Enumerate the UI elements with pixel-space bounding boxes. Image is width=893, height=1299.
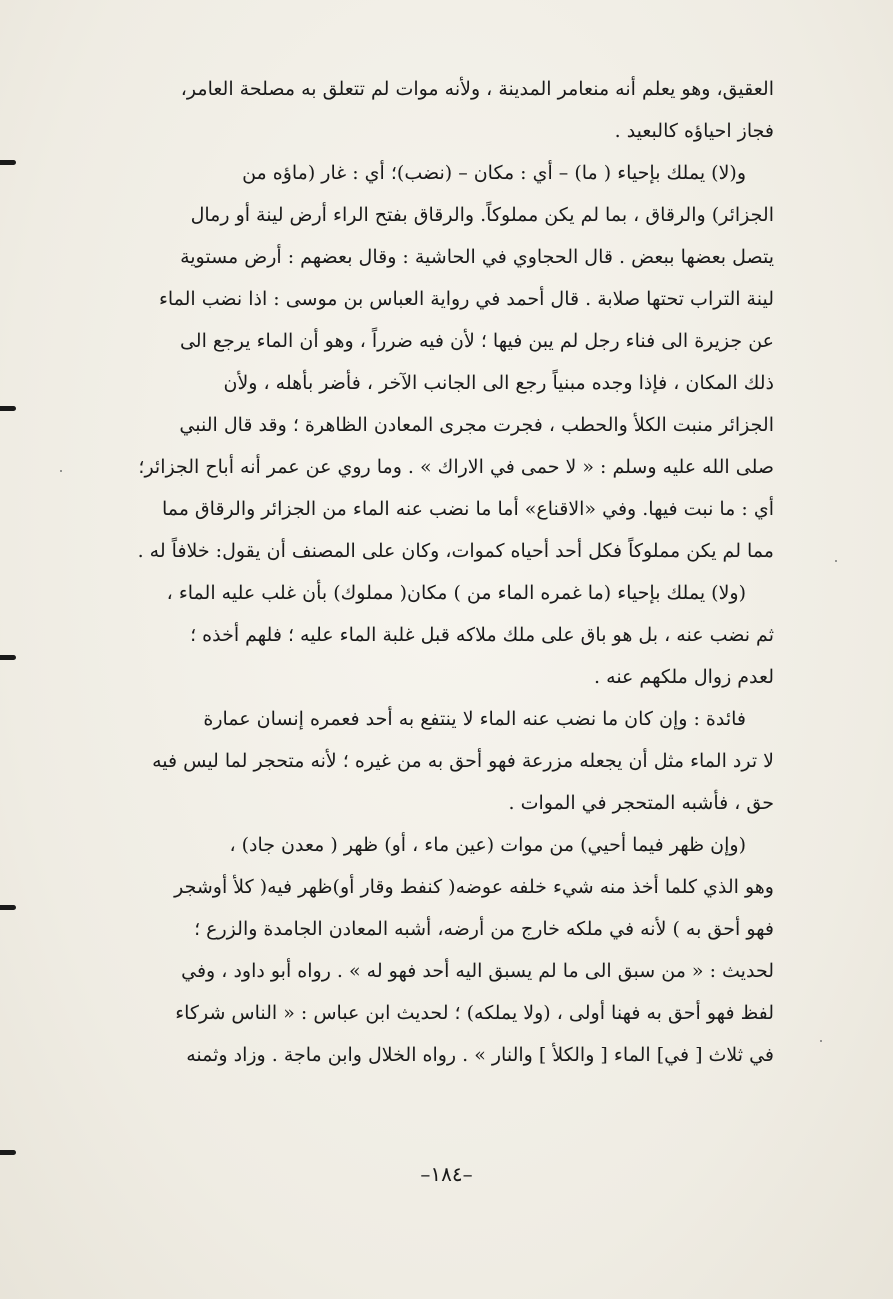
text-line: الجزائر منبت الكلأ والحطب ، فجرت مجرى المعادن الظاهرة ؛ وقد قال النبي (179, 414, 774, 436)
text-line: لا ترد الماء مثل أن يجعله مزرعة فهو أحق به من غيره ؛ لأنه متحجر لما ليس فيه (152, 750, 774, 772)
text-line: الجزائر) والرقاق ، بما لم يكن مملوكاً. والرقاق بفتح الراء أرض لينة أو رمال (190, 204, 774, 226)
text-line: مما لم يكن مملوكاً فكل أحد أحياه كموات، وكان على المصنف أن يقول: خلافاً له . (137, 540, 774, 562)
text-line: فهو أحق به ) لأنه في ملكه خارج من أرضه، أشبه المعادن الجامدة والزرع ؛ (194, 918, 774, 940)
text-line: صلى الله عليه وسلم : « لا حمى في الاراك » . وما روي عن عمر أنه أباح الجزائر؛ (138, 456, 774, 478)
text-line: لينة التراب تحتها صلابة . قال أحمد في رواية العباس بن موسى : اذا نضب الماء (158, 288, 774, 310)
binding-mark (0, 406, 16, 411)
paper-speck (820, 1040, 822, 1042)
text-line: لعدم زوال ملكهم عنه . (594, 666, 774, 688)
binding-mark (0, 160, 16, 165)
paper-speck (835, 560, 837, 562)
text-line: أي : ما نبت فيها. وفي «الاقناع» أما ما نضب عنه الماء من الجزائر والرقاق مما (161, 498, 774, 520)
text-line: فائدة : وإن كان ما نضب عنه الماء لا ينتفع به أحد فعمره إنسان عمارة (203, 708, 746, 730)
binding-mark (0, 655, 16, 660)
text-line: ثم نضب عنه ، بل هو باق على ملك ملاكه قبل غلبة الماء عليه ؛ فلهم أخذه ؛ (190, 624, 774, 646)
text-line: (وإن ظهر فيما أحيي) من موات (عين ماء ، أو) ظهر ( معدن جاد) ، (229, 834, 746, 856)
text-line: يتصل بعضها ببعض . قال الحجاوي في الحاشية : وقال بعضهم : أرض مستوية (180, 246, 774, 268)
text-line: في ثلاث [ في] الماء [ والكلأ ] والنار » . رواه الخلال وابن ماجة . وزاد وثمنه (186, 1044, 774, 1066)
body-text (96, 68, 774, 1076)
binding-mark (0, 1150, 16, 1155)
text-line: العقيق، وهو يعلم أنه منعامر المدينة ، ولأنه موات لم تتعلق به مصلحة العامر، (180, 78, 774, 100)
text-line: فجاز احياؤه كالبعيد . (614, 120, 774, 142)
binding-mark (0, 905, 16, 910)
text-line: حق ، فأشبه المتحجر في الموات . (508, 792, 774, 814)
text-line: عن جزيرة الى فناء رجل لم يبن فيها ؛ لأن فيه ضرراً ، وهو أن الماء يرجع الى (179, 330, 774, 352)
text-line: وهو الذي كلما أخذ منه شيء خلفه عوضه( كنفط وقار أو)ظهر فيه( كلأ أوشجر (174, 876, 774, 898)
page-number: –١٨٤– (420, 1162, 473, 1186)
text-line: لحديث : « من سبق الى ما لم يسبق اليه أحد فهو له » . رواه أبو داود ، وفي (181, 960, 774, 982)
paper-speck (60, 470, 62, 472)
text-line: لفظ فهو أحق به فهنا أولى ، (ولا يملكه) ؛ لحديث ابن عباس : « الناس شركاء (175, 1002, 774, 1024)
text-line: و(لا) يملك بإحياء ( ما) – أي : مكان – (نضب)؛ أي : غار (ماؤه من (242, 162, 746, 184)
text-line: (ولا) يملك بإحياء (ما غمره الماء من ) مكان( مملوك) بأن غلب عليه الماء ، (166, 582, 746, 604)
text-line: ذلك المكان ، فإذا وجده مبنياً رجع الى الجانب الآخر ، فأضر بأهله ، ولأن (223, 372, 774, 394)
